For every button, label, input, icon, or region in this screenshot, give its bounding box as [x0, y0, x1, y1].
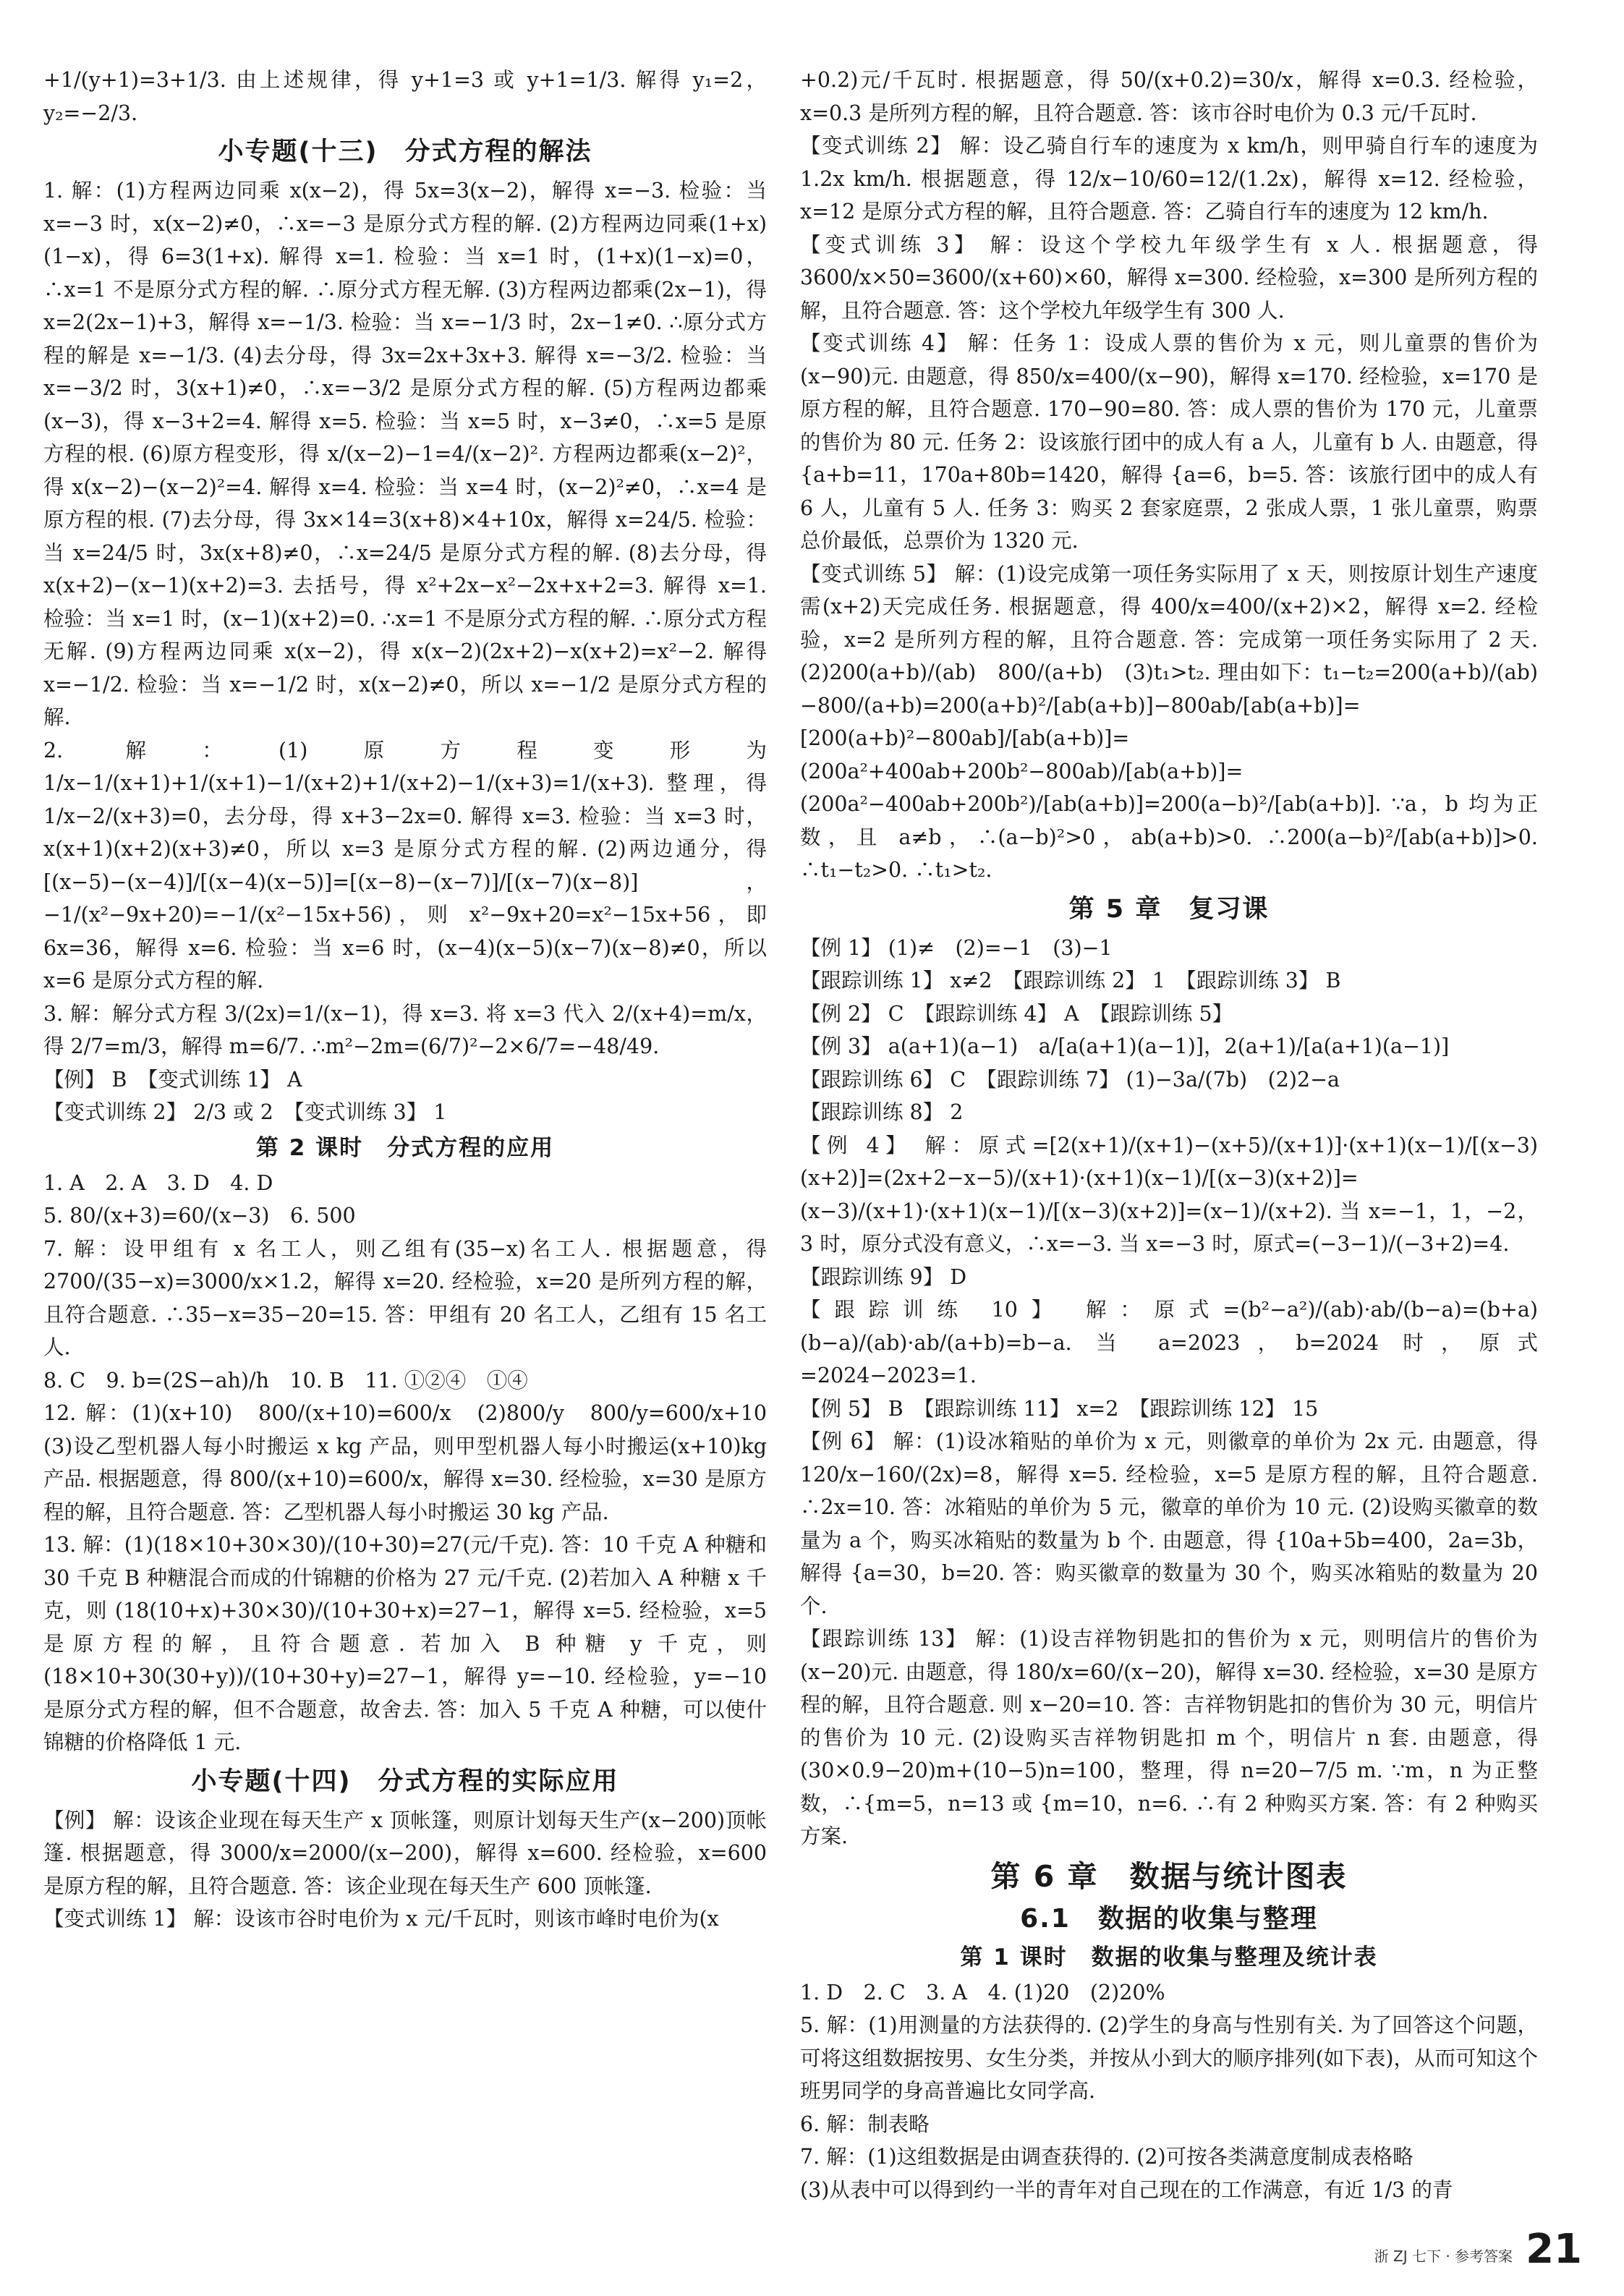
section-title: 小专题(十四) 分式方程的实际应用 [191, 1766, 619, 1796]
variant-2: 【变式训练 2】 解：设乙骑自行车的速度为 x km/h，则甲骑自行车的速度为 1.2x km/h. 根据题意，得 12/x−10/60=12/(1.2x)，解得 x=12. 经检验，x=12 是原分式方程的解，且符合题意. 答：乙骑自行车的速度为 12 km/h. [800, 134, 1538, 224]
answer-line: 【例 1】 (1)≠ (2)=−1 (3)−1 [800, 935, 1113, 960]
chapter-review-title: 第 5 章 复习课 [1068, 894, 1270, 924]
answer-5: 5. 解：(1)用测量的方法获得的. (2)学生的身高与性别有关. 为了回答这个问题，可将这组数据按男、女生分类，并按从小到大的顺序排列(如下表)，从而可知这个班男同学的身高普遍比女同学高. [800, 2013, 1538, 2103]
example-6: 【例 6】 解：(1)设冰箱贴的单价为 x 元，则徽章的单价为 2x 元. 由题意，得 120/x−160/(2x)=8，解得 x=5. 经检验，x=5 是原方程的解，且符合题意. ∴2x=10. 答：冰箱贴的单价为 5 元，徽章的单价为 10 元. (2)设购买徽章的数量为 a 个，购买冰箱贴的数量为 b 个. 由题意，得 {10a+5b=400，2a=3b，解得 {a=30，b=20. 答：购买徽章的数量为 30 个，购买冰箱贴的数量为 20 个. [800, 1429, 1538, 1618]
answer-line: 【例 5】 B 【跟踪训练 11】 x=2 【跟踪训练 12】 15 [800, 1396, 1319, 1421]
answer-line: 5. 80/(x+3)=60/(x−3) 6. 500 [43, 1204, 356, 1228]
answer-1: 1. 解：(1)方程两边同乘 x(x−2)，得 5x=3(x−2)，解得 x=−3. 检验：当 x=−3 时，x(x−2)≠0，∴x=−3 是原分式方程的解. (2)方程两边同乘(1+x)(1−x)，得 6=3(1+x). 解得 x=1. 检验：当 x=1 时，(1+x)(1−x)=0，∴x=1 不是原分式方程的解. ∴原分式方程无解. (3)方程两边都乘(2x−1)，得 x=2(2x−1)+3，解得 x=−1/3. 检验：当 x=−1/3 时，2x−1≠0. ∴原分式方程的解是 x=−1/3. (4)去分母，得 3x=2x+3x+3. 解得 x=−3/2. 检验：当 x=−3/2 时，3(x+1)≠0，∴x=−3/2 是原分式方程的解. (5)方程两边都乘(x−3)，得 x−3+2=4. 解得 x=5. 检验：当 x=5 时，x−3≠0，∴x=5 是原方程的根. (6)原方程变形，得 x/(x−2)−1=4/(x−2)². 方程两边都乘(x−2)²，得 x(x−2)−(x−2)²=4. 解得 x=4. 检验：当 x=4 时，(x−2)²≠0，∴x=4 是原方程的根. (7)去分母，得 3x×14=3(x+8)×4+10x，解得 x=24/5. 检验：当 x=24/5 时，3x(x+8)≠0，∴x=24/5 是原分式方程的解. (8)去分母，得 x(x+2)−(x−1)(x+2)=3. 去括号，得 x²+2x−x²−2x+x+2=3. 解得 x=1. 检验：当 x=1 时，(x−1)(x+2)=0. ∴x=1 不是原分式方程的解. ∴原分式方程无解. (9)方程两边同乘 x(x−2)，得 x(x−2)(2x+2)−x(x+2)=x²−2. 解得 x=−1/2. 检验：当 x=−1/2 时，x(x−2)≠0，所以 x=−1/2 是原分式方程的解. [43, 179, 767, 729]
answer-line: 【例】 B 【变式训练 1】 A [43, 1067, 302, 1092]
answer-line: 【跟踪训练 1】 x≠2 【跟踪训练 2】 1 【跟踪训练 3】 B [800, 969, 1341, 992]
answer-line: 1. D 2. C 3. A 4. (1)20 (2)20% [800, 1980, 1165, 2004]
page-footer [1374, 2226, 1582, 2273]
variant-1: 【变式训练 1】 解：设该市谷时电价为 x 元/千瓦时，则该市峰时电价为(x [43, 1907, 719, 1931]
chapter-title: 第 6 章 数据与统计图表 [990, 1858, 1348, 1894]
paragraph: +1/(y+1)=3+1/3. 由上述规律，得 y+1=3 或 y+1=1/3. 解得 y₁=2，y₂=−2/3. [43, 68, 767, 125]
right-column [800, 64, 1538, 2206]
track-10: 【跟踪训练 10】 解：原式=(b²−a²)/(ab)·ab/(b−a)=(b+a)(b−a)/(ab)·ab/(a+b)=b−a. 当 a=2023，b=2024 时，原式=2024−2023=1. [800, 1298, 1538, 1387]
page-number: 21 [1526, 2226, 1582, 2273]
section-title: 6.1 数据的收集与整理 [1020, 1903, 1318, 1934]
track-13: 【跟踪训练 13】 解：(1)设吉祥物钥匙扣的售价为 x 元，则明信片的售价为(x−20)元. 由题意，得 180/x=60/(x−20)，解得 x=30. 经检验，x=30 是原方程的解，且符合题意. 则 x−20=10. 答：吉祥物钥匙扣的售价为 30 元，明信片的售价为 10 元. (2)设购买吉祥物钥匙扣 m 个，明信片 n 套. 由题意，得(30×0.9−20)m+(10−5)n=100，整理，得 n=20−7/5 m. ∵m，n 为正整数，∴{m=5，n=13 或 {m=10，n=6. ∴有 2 种购买方案. 答：有 2 种购买方案. [800, 1627, 1538, 1848]
paragraph: +0.2)元/千瓦时. 根据题意，得 50/(x+0.2)=30/x，解得 x=0.3. 经检验，x=0.3 是所列方程的解，且符合题意. 答：该市谷时电价为 0.3 元/千瓦时. [800, 68, 1538, 125]
answer-3: 3. 解：解分式方程 3/(2x)=1/(x−1)，得 x=3. 将 x=3 代入 2/(x+4)=m/x，得 2/7=m/3，解得 m=6/7. ∴m²−2m=(6/7)²−2×6/7=−48/49. [43, 1001, 767, 1058]
answer-line: 【例 3】 a(a+1)(a−1) a/[a(a+1)(a−1)]，2(a+1)/[a(a+1)(a−1)] [800, 1034, 1450, 1058]
answer-12: 12. 解：(1)(x+10) 800/(x+10)=600/x (2)800/y 800/y=600/x+10 (3)设乙型机器人每小时搬运 x kg 产品，则甲型机器人每小时搬运(x+10)kg 产品. 根据题意，得 800/(x+10)=600/x，解得 x=30. 经检验，x=30 是原方程的解，且符合题意. 答：乙型机器人每小时搬运 30 kg 产品. [43, 1401, 788, 1524]
answer-7-cont: (3)从表中可以得到约一半的青年对自己现在的工作满意，有近 1/3 的青 [800, 2177, 1453, 2202]
lesson-title: 第 2 课时 分式方程的应用 [255, 1134, 555, 1161]
answer-7: 7. 解：(1)这组数据是由调查获得的. (2)可按各类满意度制成表格略 [800, 2145, 1413, 2169]
answer-7: 7. 解：设甲组有 x 名工人，则乙组有(35−x)名工人. 根据题意，得 2700/(35−x)=3000/x×1.2，解得 x=20. 经检验，x=20 是所列方程的解，且符合题意. ∴35−x=35−20=15. 答：甲组有 20 名工人，乙组有 15 名工人. [43, 1236, 767, 1359]
answer-line: 8. C 9. b=(2S−ah)/h 10. B 11. ①②④ ①④ [43, 1368, 528, 1393]
variant-3: 【变式训练 3】 解：设这个学校九年级学生有 x 人. 根据题意，得 3600/x×50=3600/(x+60)×60，解得 x=300. 经检验，x=300 是所列方程的解，且符合题意. 答：这个学校九年级学生有 300 人. [800, 232, 1538, 323]
variant-4: 【变式训练 4】 解：任务 1：设成人票的售价为 x 元，则儿童票的售价为(x−90)元. 由题意，得 850/x=400/(x−90)，解得 x=170. 经检验，x=170 是原方程的解，且符合题意. 170−90=80. 答：成人票的售价为 170 元，儿童票的售价为 80 元. 任务 2：设该旅行团中的成人有 a 人，儿童有 b 人. 由题意，得 {a+b=11，170a+80b=1420，解得 {a=6，b=5. 答：该旅行团中的成人有 6 人，儿童有 5 人. 任务 3：购买 2 套家庭票，2 张成人票，1 张儿童票，购票总价最低，总票价为 1320 元. [800, 331, 1538, 553]
answer-line: 【变式训练 2】 2/3 或 2 【变式训练 3】 1 [43, 1100, 447, 1124]
left-column [43, 64, 788, 1936]
answer-line: 【例 2】 C 【跟踪训练 4】 A 【跟踪训练 5】 [800, 1001, 1233, 1026]
section-title: 小专题(十三) 分式方程的解法 [218, 137, 592, 166]
answer-2: 2. 解：(1)原方程变形为 1/x−1/(x+1)+1/(x+1)−1/(x+2)+1/(x+2)−1/(x+3)=1/(x+3). 整理，得 1/x−2/(x+3)=0，去分母，得 x+3−2x=0. 解得 x=3. 检验：当 x=3 时，x(x+1)(x+2)(x+3)≠0，所以 x=3 是原分式方程的解. (2)两边通分，得 [(x−5)−(x−4)]/[(x−4)(x−5)]=[(x−8)−(x−7)]/[(x−7)(x−8)]，−1/(x²−9x+20)=−1/(x²−15x+56)，则 x²−9x+20=x²−15x+56，即 6x=36，解得 x=6. 检验：当 x=6 时，(x−4)(x−5)(x−7)(x−8)≠0，所以 x=6 是原分式方程的解. [43, 738, 767, 992]
lesson-title: 第 1 课时 数据的收集与整理及统计表 [960, 1944, 1378, 1970]
answer-line: 1. A 2. A 3. D 4. D [43, 1170, 273, 1195]
answer-line: 【跟踪训练 8】 2 [800, 1100, 964, 1124]
answer-13: 13. 解：(1)(18×10+30×30)/(10+30)=27(元/千克). 答：10 千克 A 种糖和 30 千克 B 种糖混合而成的什锦糖的价格为 27 元/千克. (2)若加入 A 种糖 x 千克，则 (18(10+x)+30×30)/(10+30+x)=27−1，解得 x=5. 经检验，x=5 是原方程的解，且符合题意. 若加入 B 种糖 y 千克，则 (18×10+30(30+y))/(10+30+y)=27−1，解得 y=−10. 经检验，y=−10 是原分式方程的解，但不合题意，故舍去. 答：加入 5 千克 A 种糖，可以使什锦糖的价格降低 1 元. [43, 1533, 767, 1754]
example-4: 【例 4】 解：原式=[2(x+1)/(x+1)−(x+5)/(x+1)]·(x+1)(x−1)/[(x−3)(x+2)]=(2x+2−x−5)/(x+1)·(x+1)(x−1)/[(x−3)(x+2)]=(x−3)/(x+1)·(x+1)(x−1)/[(x−3)(x+2)]=(x−1)/(x+2). 当 x=−1，1，−2，3 时，原分式没有意义，∴x=−3. 当 x=−3 时，原式=(−3−1)/(−3+2)=4. [800, 1133, 1538, 1256]
footer-label: 浙 ZJ 七下 · 参考答案 [1374, 2248, 1513, 2265]
answer-6: 6. 解：制表略 [800, 2112, 930, 2136]
variant-5: 【变式训练 5】 解：(1)设完成第一项任务实际用了 x 天，则按原计划生产速度需(x+2)天完成任务. 根据题意，得 400/x=400/(x+2)×2，解得 x=2. 经检验，x=2 是所列方程的解，且符合题意. 答：完成第一项任务实际用了 2 天. (2)200(a+b)/(ab) 800/(a+b) (3)t₁>t₂. 理由如下：t₁−t₂=200(a+b)/(ab)−800/(a+b)=200(a+b)²/[ab(a+b)]−800ab/[ab(a+b)]=[200(a+b)²−800ab]/[ab(a+b)]=(200a²+400ab+200b²−800ab)/[ab(a+b)]=(200a²−400ab+200b²)/[ab(a+b)]=200(a−b)²/[ab(a+b)]. ∵a，b 均为正数，且 a≠b，∴(a−b)²>0，ab(a+b)>0. ∴200(a−b)²/[ab(a+b)]>0. ∴t₁−t₂>0. ∴t₁>t₂. [800, 561, 1538, 882]
example: 【例】 解：设该企业现在每天生产 x 顶帐篷，则原计划每天生产(x−200)顶帐篷. 根据题意，得 3000/x=2000/(x−200)，解得 x=600. 经检验，x=600 是原方程的解，且符合题意. 答：该企业现在每天生产 600 顶帐篷. [43, 1808, 767, 1898]
answer-line: 【跟踪训练 9】 D [800, 1264, 967, 1289]
answer-line: 【跟踪训练 6】 C 【跟踪训练 7】 (1)−3a/(7b) (2)2−a [800, 1067, 1340, 1092]
